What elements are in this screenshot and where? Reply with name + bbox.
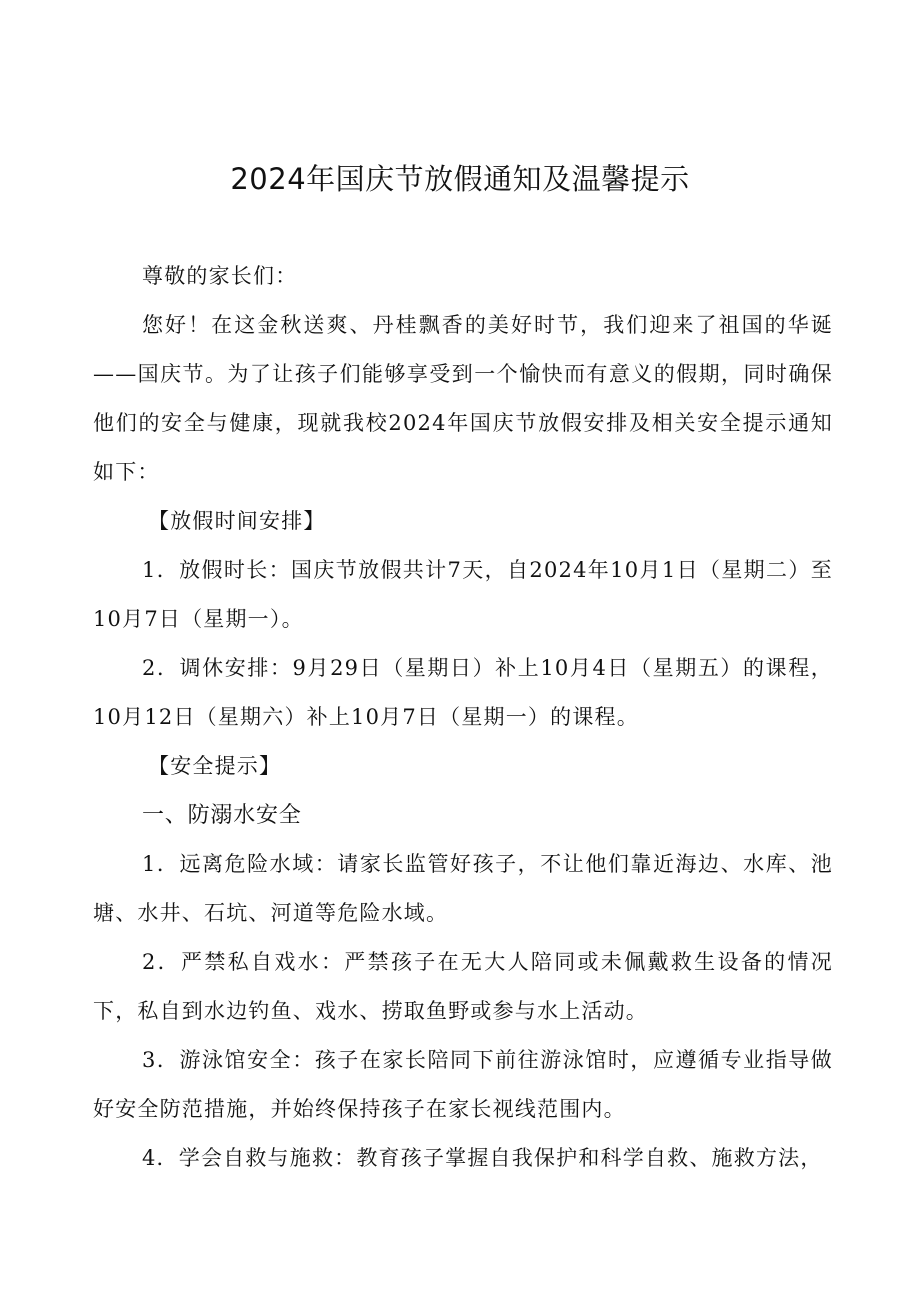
water-safety-heading: 一、防溺水安全 xyxy=(142,803,302,828)
document-body xyxy=(93,252,833,1183)
safety-section-heading: 【安全提示】 xyxy=(148,754,282,778)
schedule-item: 2．调休安排：9月29日（星期日）补上10月4日（星期五）的课程，10月12日（星期六）补上10月7日（星期一）的课程。 xyxy=(93,656,833,729)
water-safety-item: 1．远离危险水域：请家长监管好孩子，不让他们靠近海边、水库、池塘、水井、石坑、河道等危险水域。 xyxy=(93,852,833,925)
schedule-section-heading: 【放假时间安排】 xyxy=(148,509,326,533)
schedule-item: 1．放假时长：国庆节放假共计7天，自2024年10月1日（星期二）至10月7日（星期一）。 xyxy=(93,558,833,631)
salutation: 尊敬的家长们： xyxy=(142,264,298,288)
water-safety-item: 4．学会自救与施救：教育孩子掌握自我保护和科学自救、施救方法， xyxy=(142,1146,823,1170)
intro-paragraph: 您好！在这金秋送爽、丹桂飘香的美好时节，我们迎来了祖国的华诞——国庆节。为了让孩子们能够享受到一个愉快而有意义的假期，同时确保他们的安全与健康，现就我校2024年国庆节放假安排及相关安全提示通知如下： xyxy=(93,313,833,484)
water-safety-item: 2．严禁私自戏水：严禁孩子在无大人陪同或未佩戴救生设备的情况下，私自到水边钓鱼、戏水、捞取鱼野或参与水上活动。 xyxy=(93,950,833,1023)
water-safety-item: 3．游泳馆安全：孩子在家长陪同下前往游泳馆时，应遵循专业指导做好安全防范措施，并始终保持孩子在家长视线范围内。 xyxy=(93,1048,833,1121)
document-title: 2024年国庆节放假通知及温馨提示 xyxy=(230,162,690,196)
